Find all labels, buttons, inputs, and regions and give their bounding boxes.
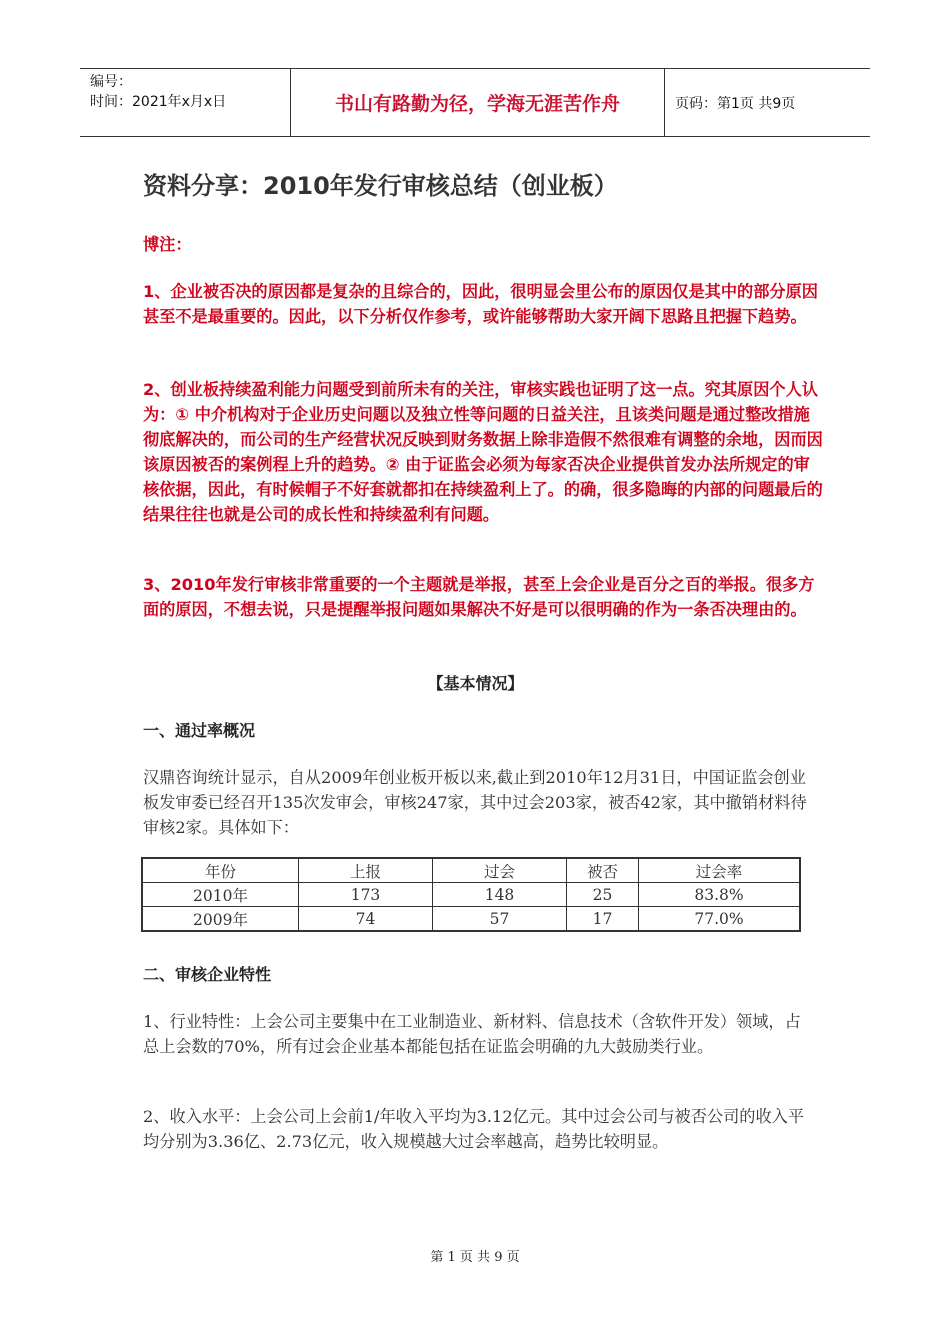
table-header-cell: 年份 (142, 858, 299, 883)
table-header-cell: 被否 (567, 858, 639, 883)
section-2-heading: 二、审核企业特性 (143, 965, 272, 984)
table-header-cell: 过会率 (639, 858, 801, 883)
page-header (80, 68, 870, 137)
table-header-row (142, 858, 800, 883)
page-footer: 第 1 页 共 9 页 (430, 1250, 520, 1265)
document-number-label: 编号： (90, 74, 132, 90)
header-motto: 书山有路勤为径，学海无涯苦作舟 (291, 69, 665, 136)
note-paragraph-3: 3、2010年发行审核非常重要的一个主题就是举报，甚至上会企业是百分之百的举报。很多方面的原因，不想去说，只是提醒举报问题如果解决不好是可以很明确的作为一条否决理由的。 (143, 575, 815, 619)
section-1-heading: 一、通过率概况 (143, 721, 256, 740)
table-cell: 57 (433, 907, 567, 932)
table-cell: 25 (567, 883, 639, 907)
table-cell: 2009年 (142, 907, 299, 932)
note-paragraph-1: 1、企业被否决的原因都是复杂的且综合的，因此，很明显会里公布的原因仅是其中的部分原因甚至不是最重要的。因此，以下分析仅作参考，或许能够帮助大家开阔下思路且把握下趋势。 (143, 282, 818, 326)
section-1-paragraph: 汉鼎咨询统计显示，自从2009年创业板开板以来,截止到2010年12月31日，中国证监会创业板发审委已经召开135次发审会，审核247家，其中过会203家，被否42家，其中撤销材料待审核2家。具体如下： (143, 768, 807, 837)
table-cell: 173 (299, 883, 433, 907)
note-paragraph-2: 2、创业板持续盈利能力问题受到前所未有的关注，审核实践也证明了这一点。究其原因个人认为：① 中介机构对于企业历史问题以及独立性等问题的日益关注，且该类问题是通过整改措施彻底解决的，而公司的生产经营状况反映到财务数据上除非造假不然很难有调整的余地，因而因该原因被否的案例程上升的趋势。② 由于证监会必须为每家否决企业提供首发办法所规定的审核依据，因此，有时候帽子不好套就都扣在持续盈利上了。的确，很多隐晦的内部的问题最后的结果往往也就是公司的成长性和持续盈利有问题。 (143, 380, 823, 524)
header-meta (80, 69, 291, 136)
section-2-paragraph-1: 1、行业特性：上会公司主要集中在工业制造业、新材料、信息技术（含软件开发）领域，占总上会数的70%，所有过会企业基本都能包括在证监会明确的九大鼓励类行业。 (143, 1012, 801, 1056)
table-cell: 83.8% (639, 883, 801, 907)
approval-rate-table (141, 857, 801, 932)
table-row (142, 883, 800, 907)
table-header-cell: 上报 (299, 858, 433, 883)
table-cell: 17 (567, 907, 639, 932)
document-date-label: 时间：2021年x月x日 (90, 94, 227, 110)
basic-situation-heading: 【基本情况】 (427, 674, 524, 693)
table-cell: 74 (299, 907, 433, 932)
document-title: 资料分享：2010年发行审核总结（创业板） (143, 172, 618, 200)
table-cell: 2010年 (142, 883, 299, 907)
section-2-paragraph-2: 2、收入水平：上会公司上会前1/年收入平均为3.12亿元。其中过会公司与被否公司的收入平均分别为3.36亿、2.73亿元，收入规模越大过会率越高，趋势比较明显。 (143, 1107, 805, 1151)
table-cell: 148 (433, 883, 567, 907)
table-cell: 77.0% (639, 907, 801, 932)
notes-heading: 博注： (143, 235, 192, 254)
table-header-cell: 过会 (433, 858, 567, 883)
header-page-info: 页码：第1页 共9页 (675, 95, 796, 112)
table-row (142, 907, 800, 932)
